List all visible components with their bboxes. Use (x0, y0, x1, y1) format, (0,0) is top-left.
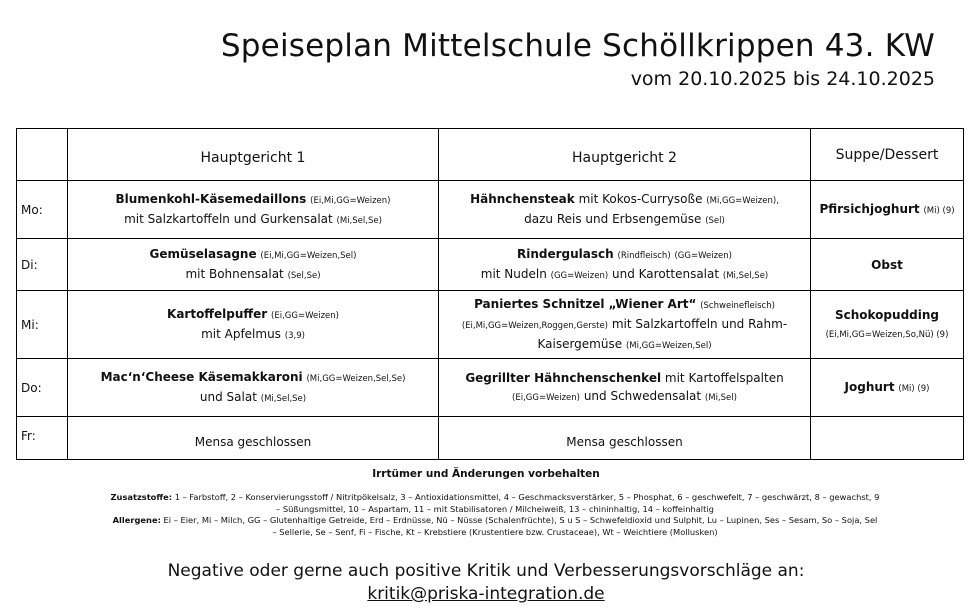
friday-suppe-dessert (811, 417, 964, 460)
allergen-codes: (Mi,GG=Weizen,Sel,Se) (306, 373, 406, 384)
feedback-email-container (0, 584, 972, 604)
tuesday-hauptgericht-1 (68, 239, 439, 291)
zusatzstoffe-label: Zusatzstoffe: (110, 492, 173, 502)
table-header-row (17, 129, 964, 181)
thursday-hauptgericht-1 (68, 359, 439, 417)
feedback-text: Negative oder gerne auch positive Kritik und Verbesserungsvorschläge an: (167, 561, 805, 581)
dish-name: Mac‘n‘Cheese Käsemakkaroni (100, 369, 303, 384)
allergene-label: Allergene: (112, 515, 161, 525)
side-dish: und Karottensalat (612, 266, 720, 281)
day-label-wednesday: Mi: (17, 291, 68, 359)
allergene-text: Ei – Eier, Mi – Milch, GG – Glutenhaltige Getreide, Erd – Erdnüsse, Nü – Nüsse (Schalenfrüchte), S u S – Schwefeldioxid und Sulphit, Lu – Lupinen, Ses – Sesam, So – Soja, Sel – Sellerie, Se – Senf, Fi – Fische, Kt – Krebstiere (Krustentiere bzw. Crustaceae), Wt – Weichtiere (Mollusken) (163, 515, 878, 537)
allergen-codes: (Ei,Mi,GG=Weizen) (310, 195, 391, 206)
tuesday-hauptgericht-2 (439, 239, 811, 291)
side-dish: mit Salzkartoffeln und Rahm- (611, 316, 788, 331)
allergen-codes: (Mi,GG=Weizen), (706, 195, 779, 206)
day-label-friday: Fr: (17, 417, 68, 460)
dish-description: mit Kartoffelspalten (664, 370, 784, 385)
table-row-thursday (17, 359, 964, 417)
allergen-codes: (GG=Weizen) (550, 270, 609, 281)
allergen-codes: (Mi) (9) (898, 383, 930, 394)
dish-name: Gegrillter Hähnchenschenkel (465, 370, 662, 385)
allergen-codes: (Mi,Sel) (704, 392, 737, 403)
dish-name: Pfirsichjoghurt (819, 201, 920, 216)
side-dish: Kaisergemüse (537, 336, 623, 351)
friday-hauptgericht-2: Mensa geschlossen (439, 417, 811, 460)
day-label-monday: Mo: (17, 181, 68, 239)
zusatzstoffe-text: 1 – Farbstoff, 2 – Konservierungsstoff / Nitritpökelsalz, 3 – Antioxidationsmittel, 4 – Geschmacksverstärker, 5 – Phosphat, 6 – geschwefelt, 7 – geschwärzt, 8 – gewachst, 9 – Süßungsmittel, 10 – Aspartam, 11 – mit Stabilisatoren / Milcheiweiß, 13 – chininhaltig, 14 – koffeinhaltig (174, 492, 880, 514)
dish-name: Gemüselasagne (149, 246, 257, 261)
dish-name: Kartoffelpuffer (167, 306, 268, 321)
dish-name: Schokopudding (834, 307, 939, 322)
wednesday-suppe-dessert (811, 291, 964, 359)
monday-hauptgericht-2 (439, 181, 811, 239)
allergen-codes: (Ei,Mi,GG=Weizen,So,Nü) (9) (825, 329, 949, 340)
wednesday-hauptgericht-2 (439, 291, 811, 359)
friday-hauptgericht-1: Mensa geschlossen (68, 417, 439, 460)
column-header-hauptgericht-2: Hauptgericht 2 (439, 129, 811, 181)
day-label-tuesday: Di: (17, 239, 68, 291)
column-header-suppe-dessert: Suppe/Dessert (811, 129, 964, 181)
monday-suppe-dessert (811, 181, 964, 239)
allergen-codes: (Ei,GG=Weizen) (512, 392, 580, 403)
allergen-codes: (Mi,Sel,Se) (260, 393, 307, 404)
thursday-suppe-dessert (811, 359, 964, 417)
allergen-codes: (Sel) (705, 215, 725, 226)
tuesday-suppe-dessert (811, 239, 964, 291)
dish-description: mit Kokos-Currysoße (578, 191, 703, 206)
thursday-hauptgericht-2 (439, 359, 811, 417)
table-row-tuesday (17, 239, 964, 291)
additives-allergens-legend (110, 492, 880, 538)
allergen-codes: (Mi,Sel,Se) (336, 215, 382, 226)
dish-name: Rindergulasch (517, 246, 614, 261)
header-empty-cell (17, 129, 68, 181)
feedback-email-link[interactable]: kritik@priska-integration.de (367, 584, 605, 604)
allergen-codes: (GG=Weizen) (674, 250, 732, 261)
allergen-codes: (Ei,Mi,GG=Weizen,Sel) (260, 250, 357, 261)
side-dish: mit Apfelmus (201, 326, 281, 341)
dish-name: Blumenkohl-Käsemedaillons (115, 191, 307, 206)
allergen-codes: (Ei,Mi,GG=Weizen,Roggen,Gerste) (461, 320, 609, 331)
table-row-friday (17, 417, 964, 460)
allergen-codes: (Ei,GG=Weizen) (271, 310, 339, 321)
dish-name: Obst (871, 257, 903, 272)
menu-table (16, 128, 964, 460)
allergen-codes: (Sel,Se) (287, 270, 321, 281)
side-dish: mit Salzkartoffeln und Gurkensalat (124, 211, 333, 226)
dish-name: Paniertes Schnitzel „Wiener Art“ (474, 296, 697, 311)
dish-note: (Schweinefleisch) (700, 300, 775, 311)
allergen-codes: (Mi) (9) (923, 205, 955, 216)
dish-name: Hähnchensteak (470, 191, 575, 206)
disclaimer-notice: Irrtümer und Änderungen vorbehalten (372, 468, 600, 480)
table-row-monday (17, 181, 964, 239)
column-header-hauptgericht-1: Hauptgericht 1 (68, 129, 439, 181)
page-title: Speiseplan Mittelschule Schöllkrippen 43. KW (220, 28, 935, 64)
monday-hauptgericht-1 (68, 181, 439, 239)
side-dish: und Salat (199, 389, 257, 404)
allergen-codes: (Mi,GG=Weizen,Sel) (625, 340, 712, 351)
side-dish: mit Nudeln (480, 266, 547, 281)
day-label-thursday: Do: (17, 359, 68, 417)
allergen-codes: (3,9) (284, 330, 305, 341)
table-row-wednesday (17, 291, 964, 359)
side-dish: und Schwedensalat (583, 388, 702, 403)
dish-note: (Rindfleisch) (617, 250, 671, 261)
allergen-codes: (Mi,Sel,Se) (722, 270, 769, 281)
side-dish: mit Bohnensalat (185, 266, 284, 281)
wednesday-hauptgericht-1 (68, 291, 439, 359)
side-dish: dazu Reis und Erbsengemüse (524, 211, 702, 226)
dish-name: Joghurt (844, 379, 895, 394)
date-range: vom 20.10.2025 bis 24.10.2025 (630, 68, 935, 90)
